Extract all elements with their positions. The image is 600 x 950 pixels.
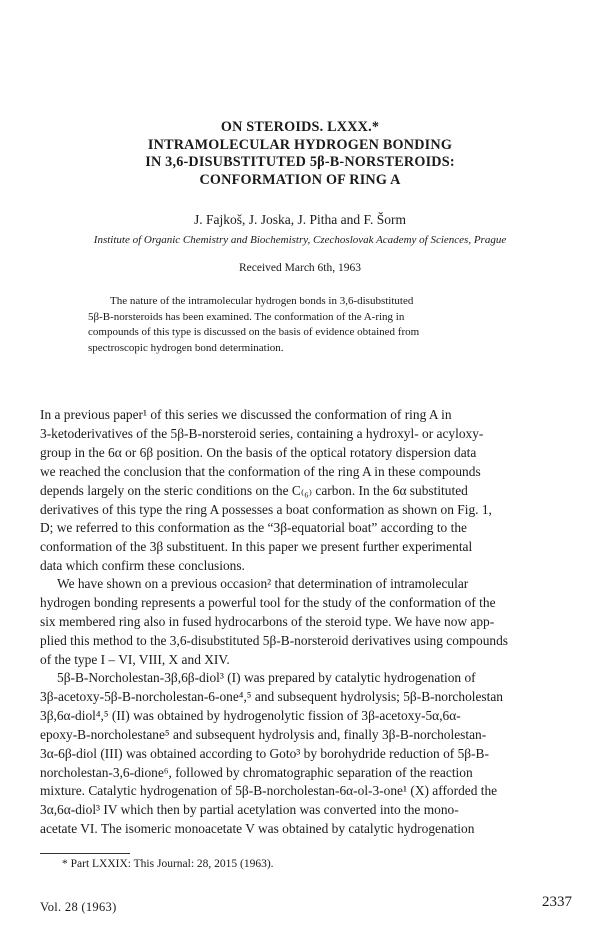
text-line: of the type I – VI, VIII, X and XIV. — [40, 651, 230, 667]
title-line-3: IN 3,6-DISUBSTITUTED 5β-B-NORSTEROIDS: — [145, 154, 455, 170]
text-line: 3β-acetoxy-5β-B-norcholestan-6-one⁴,⁵ and subsequent hydrolysis; 5β-B-norcholestan — [40, 688, 503, 704]
text-line: 5β-B-Norcholestan-3β,6β-diol³ (I) was prepared by catalytic hydrogenation of — [57, 670, 476, 685]
body-paragraph-2 — [40, 575, 572, 670]
footnote-divider — [40, 853, 130, 854]
body-paragraph-3 — [40, 669, 572, 839]
text-line: 3α-6β-diol (III) was obtained according to Goto³ by borohydride reduction of 5β-B- — [40, 745, 489, 761]
text-line: derivatives of this type the ring A possesses a boat conformation as shown on Fig. 1, — [40, 501, 492, 517]
text-line: six membered ring also in fused hydrocarbons of the steroid type. We have now app- — [40, 613, 495, 629]
author-list: J. Fajkoš, J. Joska, J. Pitha and F. Šorm — [194, 212, 406, 227]
text-line: norcholestan-3,6-dione⁶, followed by chromatographic separation of the reaction — [40, 764, 473, 780]
page-number: 2337 — [542, 894, 572, 910]
text-line: we reached the conclusion that the conformation of the ring A in these compounds — [40, 463, 481, 479]
text-line: acetate VI. The isomeric monoacetate V was obtained by catalytic hydrogenation — [40, 821, 475, 837]
body-paragraph-1 — [40, 406, 572, 576]
abstract-line: 5β-B-norsteroids has been examined. The conformation of the A-ring in — [88, 310, 405, 323]
journal-volume: Vol. 28 (1963) — [40, 900, 117, 914]
text-line: data which confirm these conclusions. — [40, 558, 245, 574]
received-date: Received March 6th, 1963 — [239, 262, 361, 274]
text-line: plied this method to the 3,6-disubstituted 5β-B-norsteroid derivatives using compounds — [40, 632, 508, 648]
footnote: * Part LXXIX: This Journal: 28, 2015 (1963). — [62, 858, 274, 870]
institute-affiliation: Institute of Organic Chemistry and Biochemistry, Czechoslovak Academy of Sciences, Prague — [93, 234, 507, 246]
abstract-line: The nature of the intramolecular hydrogen bonds in 3,6-disubstituted — [110, 295, 414, 307]
text-line: epoxy-B-norcholestane⁵ and subsequent hydrolysis and, finally 3β-B-norcholestan- — [40, 726, 487, 742]
text-line: depends largely on the steric conditions on the C₍₆₎ carbon. In the 6α substituted — [40, 482, 468, 498]
text-line: mixture. Catalytic hydrogenation of 5β-B-norcholestan-6α-ol-3-one¹ (X) afforded the — [40, 783, 498, 799]
title-line-1: ON STEROIDS. LXXX.* — [220, 119, 380, 135]
abstract-line: spectroscopic hydrogen bond determination. — [88, 341, 284, 354]
text-line: 3α,6α-diol³ IV which then by partial acetylation was converted into the mono- — [40, 802, 459, 818]
abstract — [88, 294, 518, 356]
text-line: conformation of the 3β substituent. In this paper we present further experimental — [40, 539, 473, 555]
text-line: 3β,6α-diol⁴,⁵ (II) was obtained by hydrogenolytic fission of 3β-acetoxy-5α,6α- — [40, 707, 461, 723]
paper-title — [40, 119, 560, 189]
title-line-2: INTRAMOLECULAR HYDROGEN BONDING — [147, 136, 453, 153]
text-line: We have shown on a previous occasion² that determination of intramolecular — [57, 576, 469, 591]
text-line: group in the 6α or 6β position. On the basis of the optical rotatory dispersion data — [40, 444, 477, 460]
text-line: In a previous paper¹ of this series we discussed the conformation of ring A in — [40, 407, 452, 422]
title-line-4: CONFORMATION OF RING A — [199, 171, 401, 188]
text-line: hydrogen bonding represents a powerful tool for the study of the conformation of the — [40, 594, 496, 610]
text-line: 3-ketoderivatives of the 5β-B-norsteroid series, containing a hydroxyl- or acyloxy- — [40, 425, 484, 441]
text-line: D; we referred to this conformation as the “3β-equatorial boat” according to the — [40, 520, 467, 536]
abstract-line: compounds of this type is discussed on the basis of evidence obtained from — [88, 326, 420, 338]
